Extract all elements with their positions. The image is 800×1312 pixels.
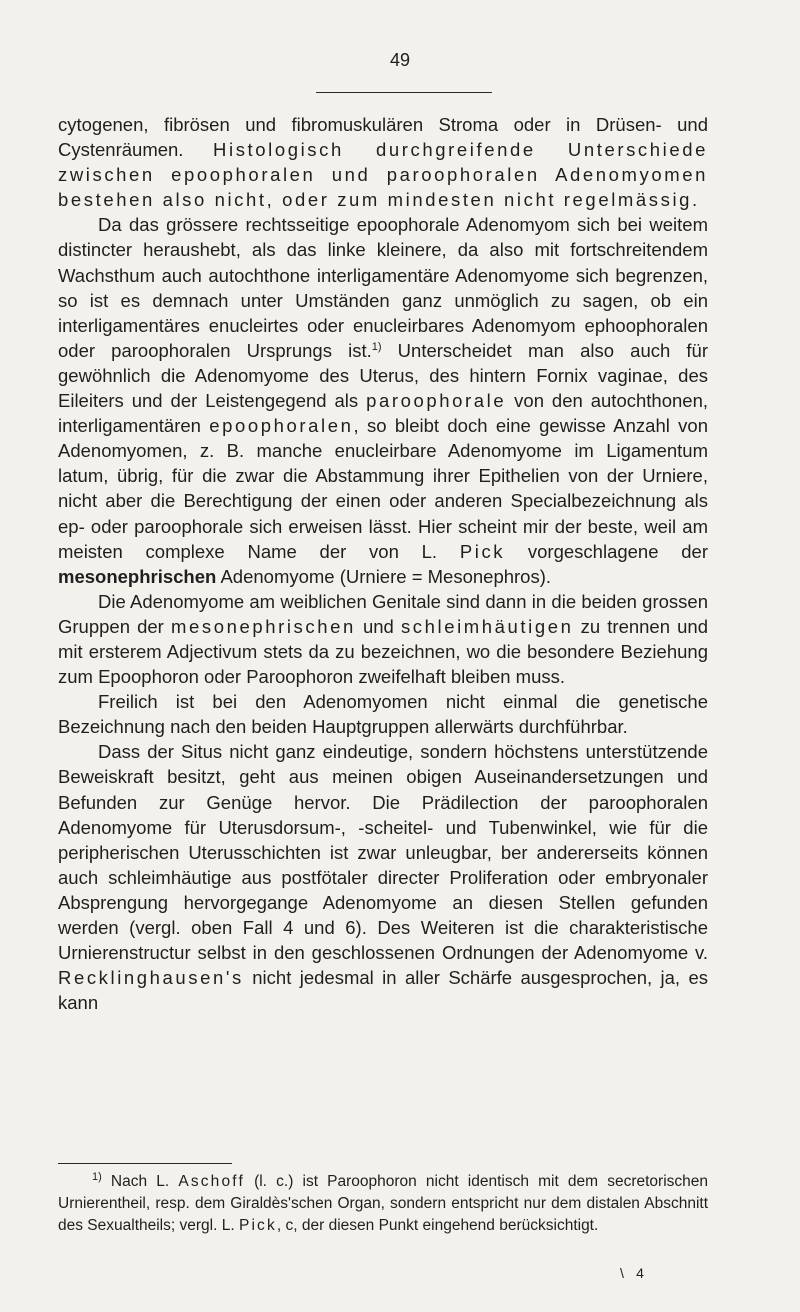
paragraph-2-text-j: Adenomyome (Urniere = Mesonephros).: [216, 565, 552, 587]
paragraph-3-text-a: Die Adenomyome am weiblichen Genitale sind dann in die beiden grossen Gruppen der: [58, 590, 708, 637]
paragraph-2-text-h: vorgeschlagene der: [505, 540, 709, 562]
header-rule: [316, 92, 492, 93]
author-recklinghausen: Recklinghausen's: [58, 967, 244, 989]
paragraph-3: [58, 589, 708, 689]
term-mesonephrischen-bold: mesonephrischen: [58, 565, 217, 587]
paragraph-4: Freilich ist bei den Adenomyomen nicht einmal die genetische Bezeichnung nach den beiden Hauptgruppen allerwärts durchführbar.: [58, 691, 708, 738]
page-number: 49: [389, 50, 411, 70]
author-pick: Pick: [459, 540, 506, 562]
paragraph-2-text-b: Unterscheidet man also auch für gewöhnlich die Adenomyome des Uterus, des hintern Fornix vaginae, des Eileiters und der Leistengegend als: [58, 339, 708, 412]
paragraph-3-text-c: und: [355, 615, 401, 637]
paragraph-2-text-d: von den autochthonen, interligamentären: [58, 390, 708, 437]
paragraph-5-text-a: Dass der Situs nicht ganz eindeutige, sondern höchstens unterstützende Beweiskraft besitzt, geht aus meinen obigen Auseinandersetzungen und Befunden zur Genüge hervor. Die Prädilection der paroophoralen Adenomyome für Uterusdorsum-, -scheitel- und Tubenwinkel, wie für die peripherischen Uterusschichten ist zwar unleugbar, ber andererseits können auch schleimhäutige aus postfötaler directer Proliferation oder embryonaler Absprengung hervorgegange Adenomyome an diesen Stellen gefunden werden (vergl. oben Fall 4 und 6). Des Weiteren ist die charakteristische Urnierenstructur selbst in den geschlossenen Ordnungen der Adenomyome v.: [58, 741, 708, 964]
paragraph-1: [58, 112, 708, 212]
footnote-reference[interactable]: 1): [371, 340, 382, 353]
footnote-marker: 1): [92, 1170, 102, 1183]
paragraph-2: [58, 212, 708, 588]
term-mesonephrischen: mesonephrischen: [170, 615, 356, 637]
term-schleimhaeutigen: schleimhäutigen: [400, 615, 574, 637]
paragraph-1-spaced-text: Histologisch durchgreifende Unterschiede zwischen epoophoralen und paroophoralen Adenomyomen bestehen also nicht, oder zum mindesten nicht regelmässig.: [58, 139, 708, 211]
paragraph-5: [58, 739, 708, 1015]
paragraph-5-text-c: nicht jedesmal in aller Schärfe ausgesprochen, ja, es kann: [58, 967, 708, 1014]
paragraph-1-text: cytogenen, fibrösen und fibromuskulären Stroma oder in Drüsen- und Cystenräumen.: [58, 114, 708, 161]
footnote-paragraph: [58, 1171, 708, 1237]
footnote-rule: [58, 1163, 232, 1164]
paragraph-2-text-a: Da das grössere rechtsseitige epoophorale Adenomyom sich bei weitem distincter heraushebt, als das linke kleinere, da also mit fortschreitendem Wachsthum auch autochthone interligamentäre Adenomyome sich begrenzen, so ist es demnach unter Umständen ganz unmöglich zu sagen, ob ein interligamentäres enucleirtes oder enucleirbares Adenomyom ephoophoralen oder paroophoralen Ursprungs ist.: [58, 214, 708, 361]
author-pick-footnote: Pick: [238, 1217, 277, 1234]
term-paroophorale: paroophorale: [366, 390, 507, 412]
footnote-text-a: Nach L.: [101, 1173, 179, 1190]
main-text: [58, 112, 708, 1015]
term-epoophoralen: epoophoralen: [209, 415, 354, 437]
paragraph-2-text-f: , so bleibt doch eine gewisse Anzahl von Adenomyomen, z. B. manche enucleirbare Adenomyome im Ligamentum latum, übrig, für die zwar die Abstammung ihrer Epithelien von der Urniere, nicht aber die Berechtigung der einen oder anderen Specialbezeichnung als ep- oder paroophorale sich erweisen lässt. Hier scheint mir der beste, weil am meisten complexe Name der von L.: [58, 415, 708, 562]
footnote: [58, 1171, 708, 1237]
paragraph-3-text-e: zu trennen und mit ersterem Adjectivum stets da zu bezeichnen, wo die besondere Beziehung zum Epoophoron oder Paroophoron zweifelhaft bleiben muss.: [58, 615, 708, 688]
footnote-text-c: (l. c.) ist Paroophoron nicht identisch mit dem secretorischen Urnierentheil, resp. dem Giraldès'schen Organ, sondern entspricht nur dem distalen Abschnitt des Sexualtheils; vergl. L.: [58, 1173, 708, 1234]
footnote-text-e: , c, der diesen Punkt eingehend berücksichtigt.: [276, 1217, 599, 1234]
author-aschoff: Aschoff: [178, 1173, 245, 1190]
printer-signature-mark: \ 4: [620, 1265, 649, 1281]
